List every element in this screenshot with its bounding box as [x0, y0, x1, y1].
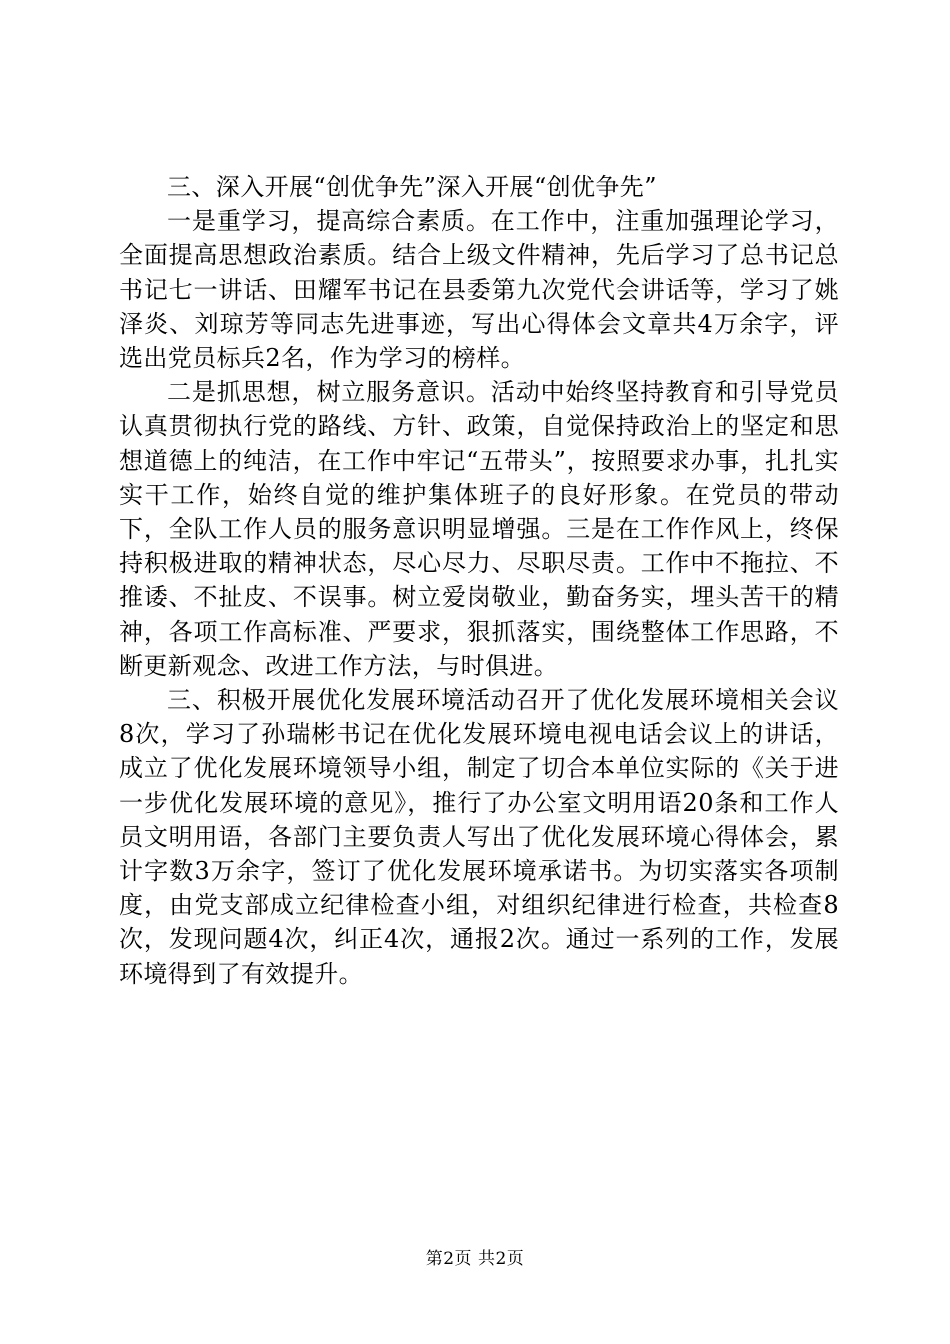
section-heading: 三、深入开展“创优争先”深入开展“创优争先” — [167, 173, 657, 201]
paragraph-environment: 三、积极开展优化发展环境活动召开了优化发展环境相关会议8次，学习了孙瑞彬书记在优化发展环境电视电话会议上的讲话，成立了优化发展环境领导小组，制定了切合本单位实际的《关于进一步优化发展环境的意见》，推行了办公室文明用语20条和工作人员文明用语，各部门主要负责人写出了优化发展环境心得体会，累计字数3万余字，签订了优化发展环境承诺书。为切实落实各项制度，由党支部成立纪律检查小组，对组织纪律进行检查，共检查8次，发现问题4次，纠正4次，通报2次。通过一系列的工作，发展环境得到了有效提升。 — [119, 686, 839, 988]
paragraph-study: 一是重学习，提高综合素质。在工作中，注重加强理论学习，全面提高思想政治素质。结合上级文件精神，先后学习了总书记总书记七一讲话、田耀军书记在县委第九次党代会讲话等，学习了姚泽炎、刘琼芳等同志先进事迹，写出心得体会文章共4万余字，评选出党员标兵2名，作为学习的榜样。 — [119, 207, 839, 373]
document-body — [119, 170, 839, 991]
page-number-footer: 第2页 共2页 — [425, 1249, 525, 1269]
paragraph-thought: 二是抓思想，树立服务意识。活动中始终坚持教育和引导党员认真贯彻执行党的路线、方针、政策，自觉保持政治上的坚定和思想道德上的纯洁，在工作中牢记“五带头”，按照要求办事，扎扎实实干工作，始终自觉的维护集体班子的良好形象。在党员的带动下，全队工作人员的服务意识明显增强。三是在工作作风上，终保持积极进取的精神状态，尽心尽力、尽职尽责。工作中不拖拉、不推诿、不扯皮、不误事。树立爱岗敬业，勤奋务实，埋头苦干的精神，各项工作高标准、严要求，狠抓落实，围绕整体工作思路，不断更新观念、改进工作方法，与时俱进。 — [119, 378, 839, 680]
